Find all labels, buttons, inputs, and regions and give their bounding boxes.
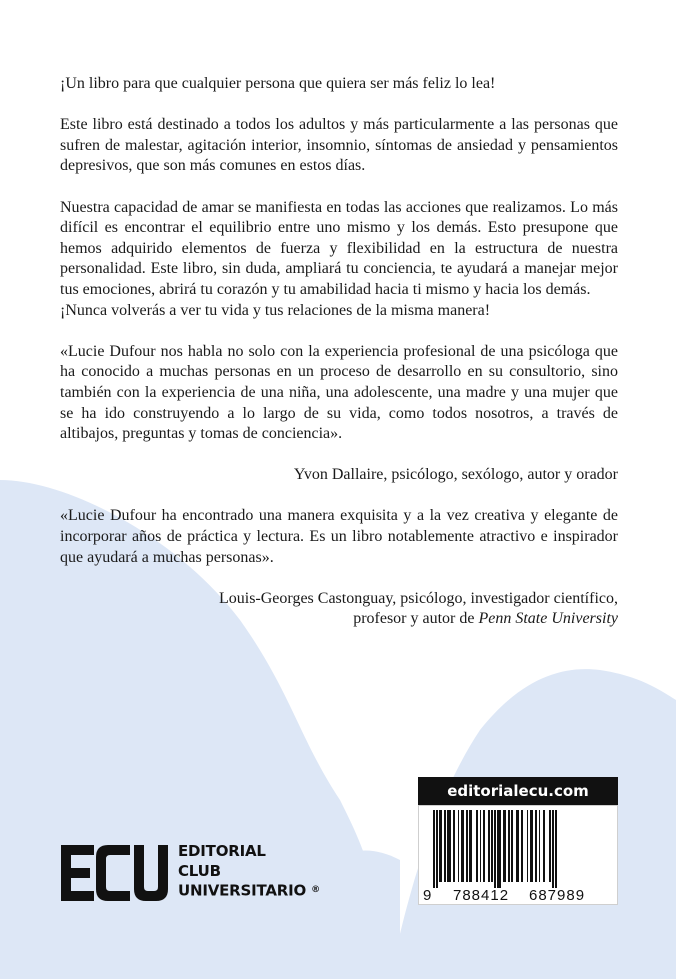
barcode-bar [494, 810, 496, 888]
isbn-digit-group: 9 [423, 887, 432, 904]
barcode-bar [444, 810, 446, 882]
barcode-bar [549, 810, 551, 882]
barcode-bars [433, 810, 613, 888]
barcode-bar [521, 810, 523, 882]
barcode-bar [543, 810, 545, 882]
testimonial-author: Yvon Dallaire, psicólogo, sexólogo, autor y orador [293, 466, 618, 484]
barcode-bar [555, 810, 557, 888]
description-paragraph: Nuestra capacidad de amar se manifiesta en todas las acciones que realizamos. Lo más difícil es encontrar el equilibrio entre uno mismo y los demás. Esto presupone que hemos adquirido elementos de fuerza y flexibilidad en la estructura de nuestra personalidad. Este libro, sin duda, ampliará tu conciencia, te ayudará a manejar mejor tus emociones, abrirá tu corazón y tu amabilidad hacia ti mismo y hacia los demás. [60, 198, 618, 298]
testimonial-author-line: Louis-Georges Castonguay, psicólogo, investigador científico, [218, 589, 618, 607]
description-paragraph: Este libro está destinado a todos los adultos y más particularmente a las personas que sufren de malestar, agitación interior, insomnio, síntomas de ansiedad y pensamientos depresivos, que son más comunes en estos días. [60, 116, 618, 175]
institution-name: Penn State University [478, 610, 618, 628]
publisher-name-line [178, 881, 320, 901]
barcode-bar [516, 810, 519, 882]
isbn-digit-group: 788412 [453, 887, 510, 904]
barcode-bar [447, 810, 451, 882]
isbn-digit-group: 687989 [529, 887, 586, 904]
barcode-bar [476, 810, 478, 882]
barcode-bar [458, 810, 459, 882]
publisher-logo [58, 842, 320, 906]
barcode-bar [508, 810, 510, 882]
publisher-name [178, 842, 320, 901]
barcode-bar [453, 810, 455, 882]
barcode-bar [466, 810, 468, 882]
testimonial-author [60, 589, 618, 630]
barcode-bar [552, 810, 554, 888]
barcode-bar [527, 810, 528, 882]
testimonial-author-text: profesor y autor de [353, 610, 479, 628]
barcode-bar [480, 810, 481, 882]
isbn-barcode [418, 805, 618, 905]
barcode-bar [530, 810, 533, 882]
barcode-bar [535, 810, 537, 882]
publisher-name-line: CLUB [178, 861, 221, 880]
tagline: ¡Un libro para que cualquier persona que quiera ser más feliz lo lea! [60, 75, 496, 92]
barcode-bar [461, 810, 464, 882]
barcode-bar [483, 810, 485, 882]
barcode-bar [488, 810, 490, 882]
isbn-number [419, 888, 619, 904]
barcode-bar [433, 810, 435, 888]
barcode-bar [469, 810, 472, 882]
closing-line: ¡Nunca volverás a ver tu vida y tus relaciones de la misma manera! [60, 301, 491, 319]
testimonial-author-line [60, 609, 618, 630]
publisher-website: editorialecu.com [418, 777, 618, 805]
barcode-bar [491, 810, 493, 882]
publisher-name-text: UNIVERSITARIO [178, 881, 307, 900]
barcode-bar [503, 810, 506, 882]
back-cover-text [60, 74, 618, 630]
registered-mark: ® [311, 885, 320, 895]
barcode-bar [436, 810, 438, 888]
barcode-bar [539, 810, 540, 882]
testimonial-quote: «Lucie Dufour ha encontrado una manera exquisita y a la vez creativa y elegante de incorporar años de práctica y lectura. Es un libro notablemente atractivo e inspirador que ayudará a muchas personas». [60, 507, 618, 566]
ecu-logo-mark-icon [58, 842, 172, 904]
barcode-bar [511, 810, 513, 882]
publisher-name-line: EDITORIAL [178, 842, 266, 860]
testimonial-quote: «Lucie Dufour nos habla no solo con la experiencia profesional de una psicóloga que ha conocido a muchas personas en un proceso de desarrollo en su consultorio, sino también con la experiencia de una niña, una adolescente, una madre y una mujer que se ha ido construyendo a lo largo de su vida, como todos nosotros, a través de altibajos, preguntas y tomas de conciencia». [60, 342, 618, 443]
barcode-bar [439, 810, 442, 882]
barcode-bar [497, 810, 501, 888]
